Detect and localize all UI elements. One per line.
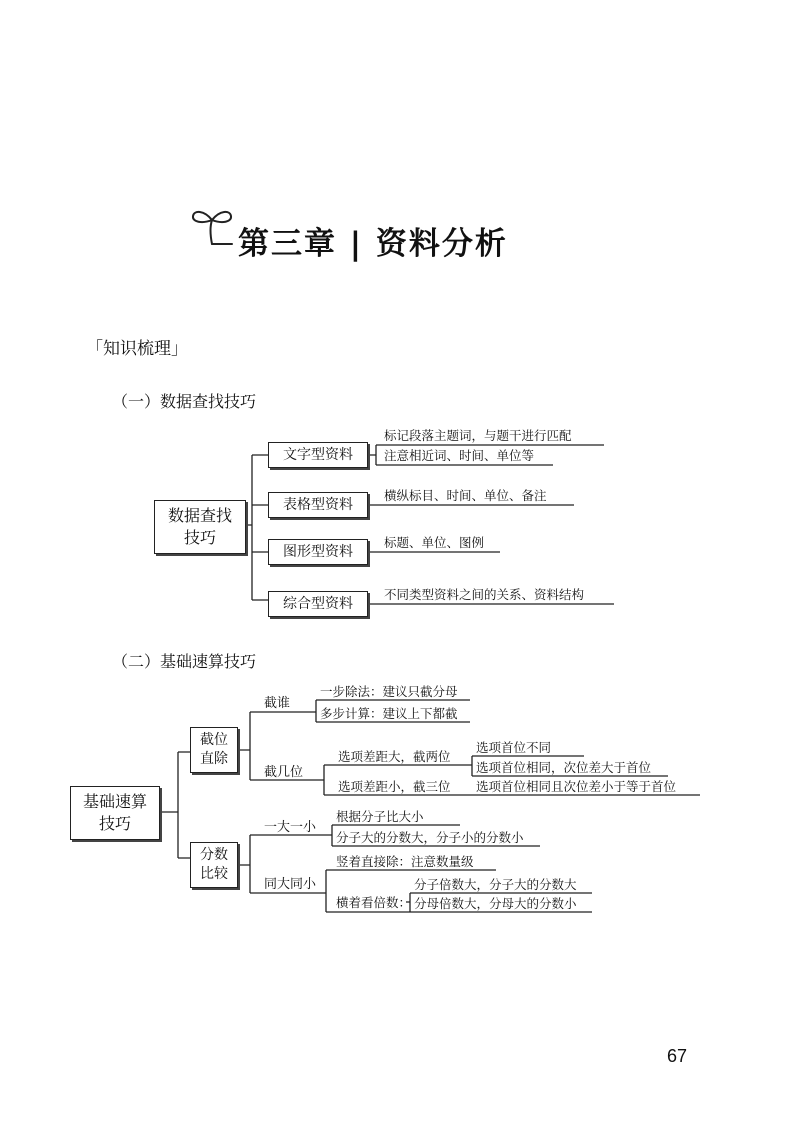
part2-root-box	[70, 786, 160, 840]
part2-root-line2: 技巧	[98, 814, 131, 833]
branch1-label-line2: 直除	[200, 751, 228, 767]
text-item-1: 标记段落主题词，与题干进行匹配	[384, 428, 572, 443]
part2-trunk-lines	[160, 752, 190, 858]
branch-table-data: 表格型资料	[268, 492, 368, 518]
sub-truncate-which: 截谁	[264, 696, 291, 711]
big-small-item-1: 根据分子比大小	[336, 809, 424, 824]
gap-small-item-1: 选项首位相同且次位差小于等于首位	[476, 779, 677, 794]
sub-one-big-one-small: 一大一小	[264, 820, 317, 835]
gap-large-item-2: 选项首位相同，次位差大于首位	[476, 760, 652, 775]
graph-item-1: 标题、单位、图例	[384, 535, 485, 550]
table-item-1: 横纵标目、时间、单位、备注	[384, 488, 547, 503]
part1-root-line1: 数据查找	[167, 506, 232, 525]
part1-root-line2: 技巧	[183, 528, 216, 547]
branch-text-data: 文字型资料	[268, 442, 368, 468]
branch-combo-data: 综合型资料	[268, 591, 368, 617]
part1-root-box	[154, 500, 246, 554]
truncate-which-item-1: 一步除法：建议只截分母	[320, 684, 458, 699]
text-item-2: 注意相近词、时间、单位等	[384, 448, 535, 463]
branch1-label-line1: 截位	[200, 732, 228, 748]
gap-large-item-1: 选项首位不同	[476, 740, 552, 755]
branch2-label-line1: 分数	[200, 847, 228, 863]
option-gap-large: 选项差距大，截两位	[338, 749, 451, 764]
sub-same-direction: 同大同小	[264, 877, 317, 892]
multiple-item-1: 分子倍数大，分子大的分数大	[414, 877, 577, 892]
part1-trunk-lines	[246, 455, 268, 600]
sprout-icon	[190, 204, 240, 252]
page-number: 67	[667, 1046, 688, 1066]
chapter-title: 第三章 | 资料分析	[238, 226, 508, 262]
multiple-item-2: 分母倍数大，分母大的分数小	[414, 896, 577, 911]
branch-truncate-divide	[190, 727, 238, 773]
part2-root-line1: 基础速算	[82, 792, 147, 811]
branch-graph-data: 图形型资料	[268, 539, 368, 565]
same-direction-item-1: 竖着直接除：注意数量级	[336, 854, 474, 869]
branch2-label-line2: 比较	[200, 866, 228, 882]
part2-heading: （二）基础速算技巧	[112, 652, 257, 671]
option-gap-small: 选项差距小，截三位	[338, 779, 451, 794]
truncate-which-item-2: 多步计算：建议上下都截	[320, 706, 458, 721]
multiple-compare-label: 横着看倍数：	[336, 895, 412, 910]
big-small-item-2: 分子大的分数大，分子小的分数小	[336, 830, 524, 845]
combo-item-1: 不同类型资料之间的关系、资料结构	[384, 587, 585, 602]
part1-heading: （一）数据查找技巧	[112, 392, 257, 411]
section-title: 「知识梳理」	[86, 339, 188, 359]
sub-truncate-digits: 截几位	[264, 765, 304, 780]
branch-fraction-compare	[190, 842, 238, 888]
